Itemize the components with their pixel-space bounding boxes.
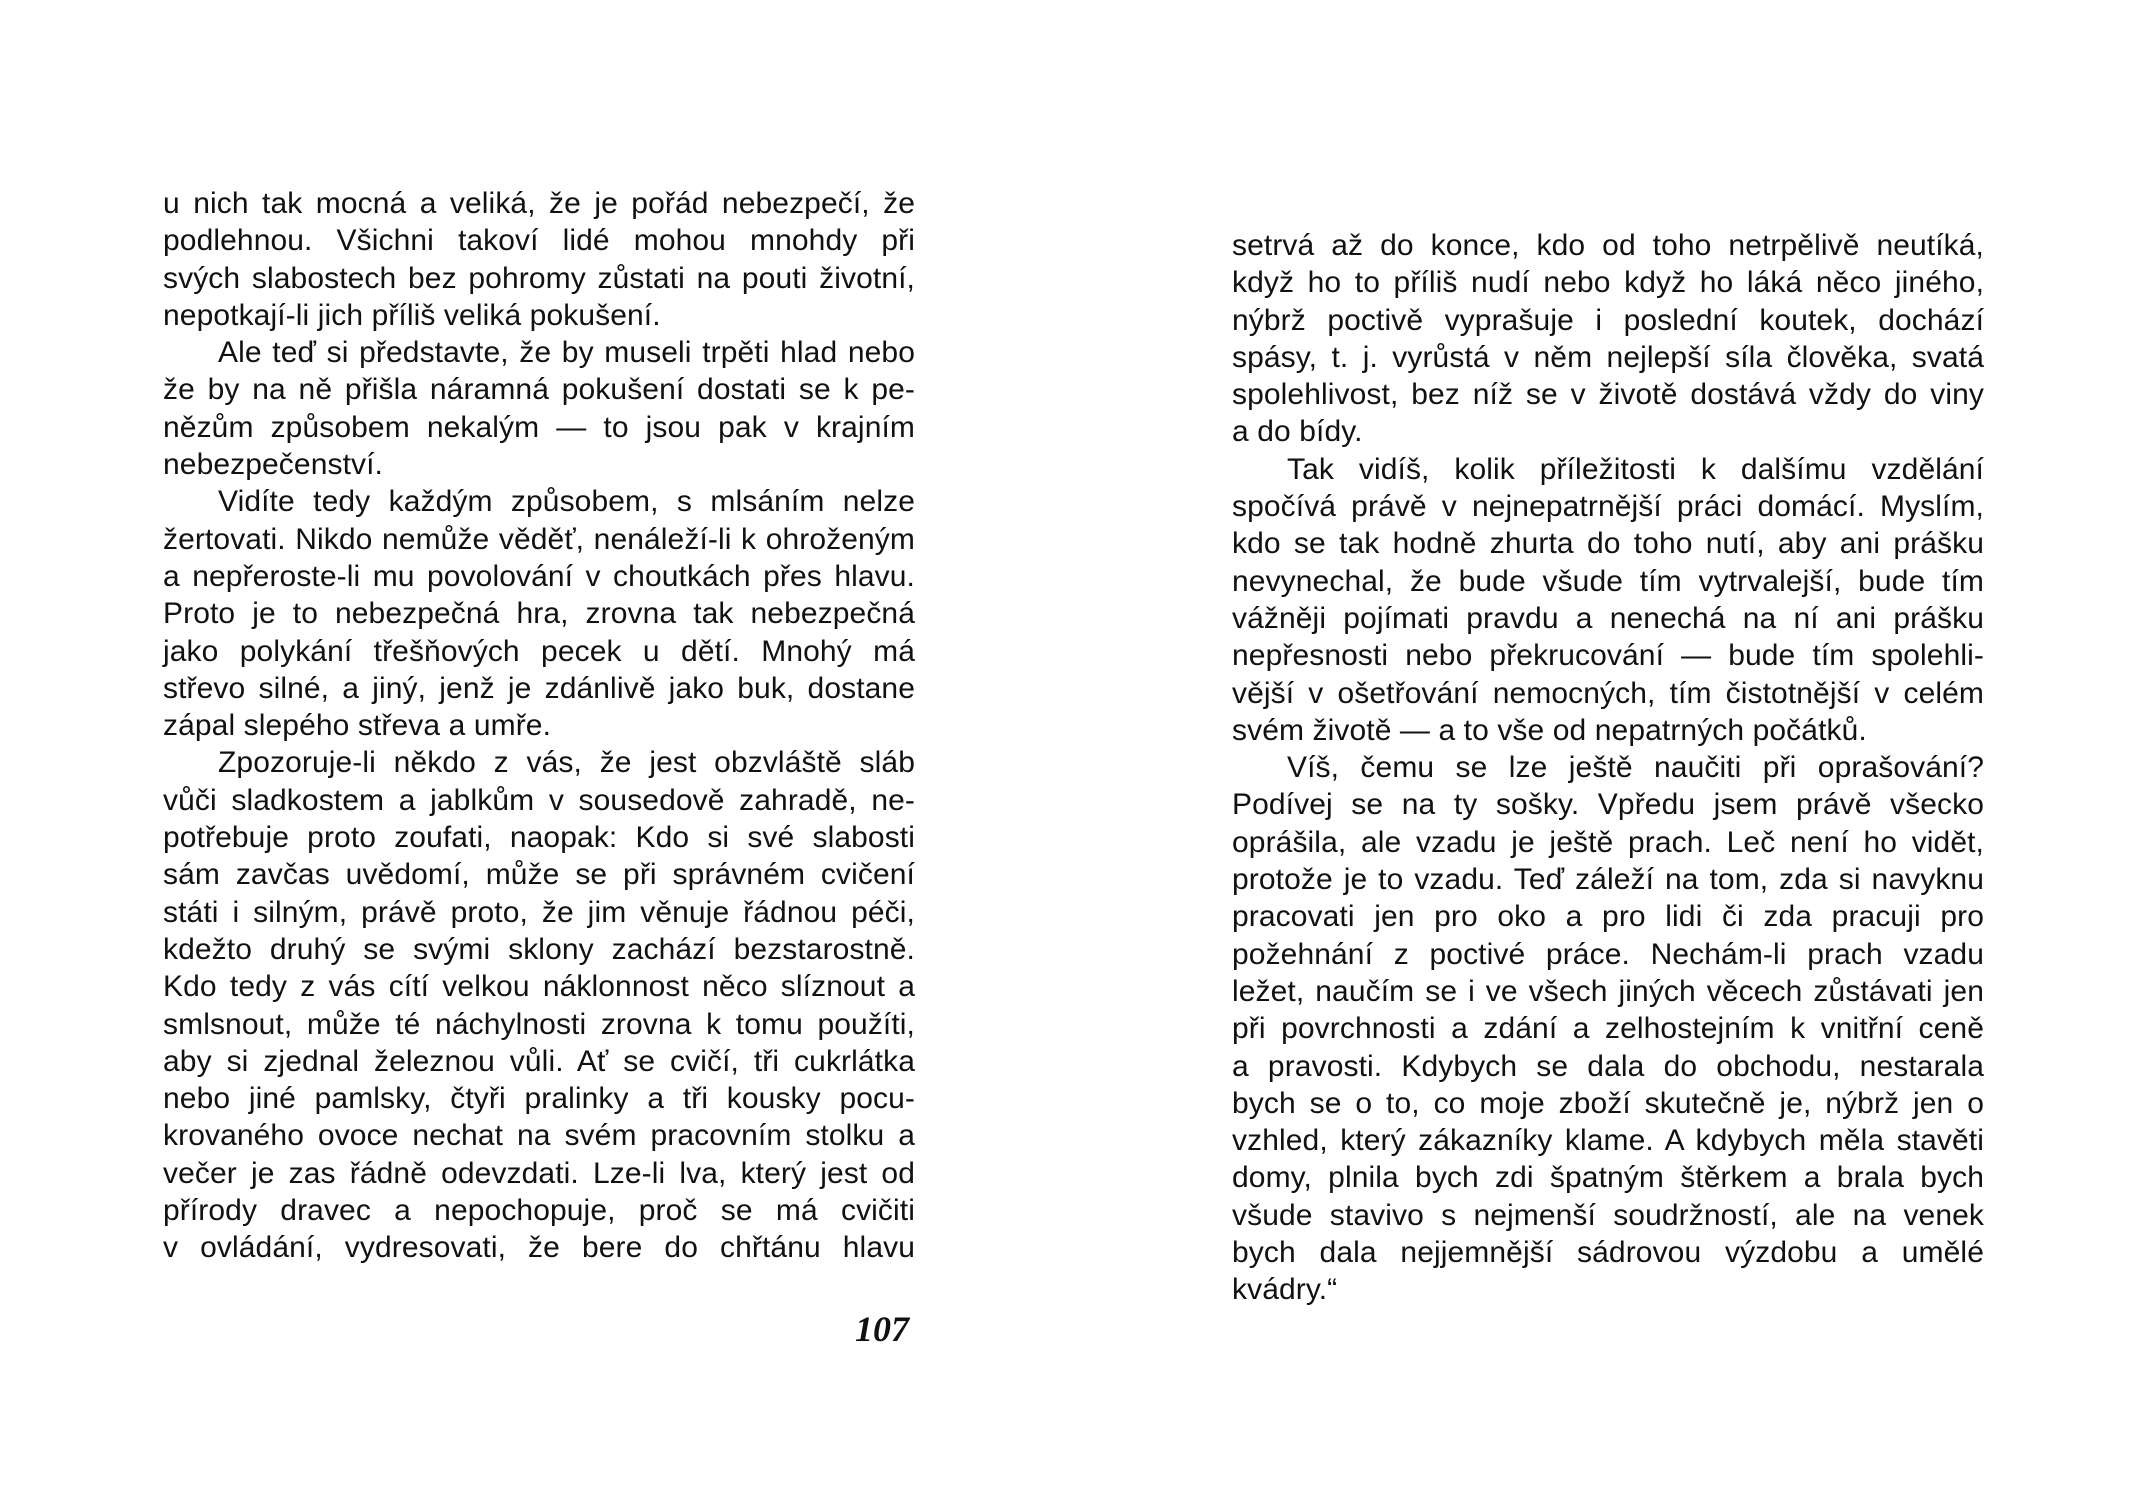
text-line: u nich tak mocná a veliká, že je pořád nebezpečí, že [163, 187, 915, 220]
text-line: požehnání z poctivé práce. Nechám-li prach vzadu [1232, 937, 1984, 971]
text-line: podlehnou. Všichni takoví lidé mohou mnohdy při [163, 224, 915, 258]
text-line: smlsnout, může té náchylnosti zrovna k tomu použíti, [163, 1007, 915, 1041]
text-line: zápal slepého střeva a umře. [163, 709, 552, 743]
text-line: Ale teď si představte, že by museli trpěti hlad nebo [218, 336, 915, 370]
text-line: kdo se tak hodně zhurta do toho nutí, aby ani prášku [1232, 527, 1984, 561]
text-line: bych dala nejjemnější sádrovou výzdobu a umělé [1232, 1236, 1984, 1270]
left-page-text [163, 185, 915, 1267]
text-line: kvádry.“ [1232, 1273, 1338, 1307]
text-line: setrvá až do konce, kdo od toho netrpělivě neutíká, [1232, 229, 1984, 262]
text-line: nězům způsobem nekalým — to jsou pak v krajním [163, 410, 915, 444]
text-line: Proto je to nebezpečná hra, zrovna tak nebezpečná [163, 597, 915, 631]
text-line: domy, plnila bych zdi špatným štěrkem a brala bych [1232, 1161, 1984, 1195]
text-line: státi i silným, právě proto, že jim věnuje řádnou péči, [163, 895, 915, 929]
text-line: Podívej se na ty sošky. Vpředu jsem právě všecko [1232, 788, 1984, 822]
text-line: Vidíte tedy každým způsobem, s mlsáním nelze [218, 485, 915, 519]
text-line: aby si zjednal železnou vůli. Ať se cvičí, tři cukrlátka [163, 1044, 915, 1078]
text-line: Zpozoruje-li někdo z vás, že jest obzvláště sláb [218, 746, 915, 780]
text-line: a do bídy. [1232, 415, 1363, 449]
text-line: Víš, čemu se lze ještě naučiti při oprašování? [1287, 751, 1984, 785]
text-line: ležet, naučím se i ve všech jiných věcech zůstávati jen [1232, 974, 1984, 1008]
text-line: přírody dravec a nepochopuje, proč se má cvičiti [163, 1194, 915, 1228]
text-line: spočívá právě v nejnepatrnější práci domácí. Myslím, [1232, 490, 1984, 524]
text-line: kdežto druhý se svými sklony zachází bezstarostně. [163, 932, 915, 966]
text-line: Kdo tedy z vás cítí velkou náklonnost něco slíznout a [163, 970, 915, 1004]
text-line: svém životě — a to vše od nepatrných počátků. [1232, 713, 1867, 747]
text-line: nepřesnosti nebo překrucování — bude tím spolehli- [1232, 639, 1984, 673]
text-line: spolehlivost, bez níž se v životě dostává vždy do viny [1232, 378, 1984, 412]
text-line: nebezpečenství. [163, 448, 383, 482]
text-line: protože je to vzadu. Teď záleží na tom, zda si navyknu [1232, 863, 1984, 897]
text-line: bych se o to, co moje zboží skutečně je, nýbrž jen o [1232, 1086, 1984, 1120]
text-line: Tak vidíš, kolik příležitosti k dalšímu vzdělání [1287, 452, 1984, 486]
text-line: že by na ně přišla náramná pokušení dostati se k pe- [163, 373, 915, 407]
text-line: jako polykání třešňových pecek u dětí. Mnohý má [163, 634, 915, 668]
text-line: žertovati. Nikdo nemůže věděť, nenáleží-li k ohroženým [163, 522, 915, 556]
text-line: vzhled, který zákazníky klame. A kdybych měla stavěti [1232, 1124, 1984, 1158]
text-line: a pravosti. Kdybych se dala do obchodu, nestarala [1232, 1049, 1984, 1083]
right-page-text [1232, 227, 1984, 1309]
text-line: při povrchnosti a zdání a zelhostejním k vnitřní ceně [1232, 1012, 1984, 1046]
text-line: všude stavivo s nejmenší soudržností, ale na venek [1232, 1198, 1984, 1232]
right-page [1069, 0, 2138, 1500]
text-line: když ho to příliš nudí nebo když ho láká něco jiného, [1232, 266, 1984, 300]
text-line: pracovati jen pro oko a pro lidi či zda pracuji pro [1232, 900, 1984, 934]
text-line: večer je zas řádně odevzdati. Lze-li lva, který jest od [163, 1156, 915, 1190]
text-line: střevo silné, a jiný, jenž je zdánlivě jako buk, dostane [163, 671, 915, 705]
text-line: nebo jiné pamlsky, čtyři pralinky a tři kousky pocu- [163, 1082, 915, 1116]
text-line: a nepřeroste-li mu povolování v choutkách přes hlavu. [163, 559, 915, 593]
text-line: vážněji pojímati pravdu a nenechá na ní ani prášku [1232, 601, 1984, 635]
text-line: spásy, t. j. vyrůstá v něm nejlepší síla člověka, svatá [1232, 340, 1984, 374]
text-line: nýbrž poctivě vyprašuje i poslední koutek, dochází [1232, 303, 1984, 337]
text-line: nevynechal, že bude všude tím vytrvalejší, bude tím [1232, 564, 1984, 598]
page-number: 107 [855, 1309, 909, 1349]
text-line: potřebuje proto zoufati, naopak: Kdo si své slabosti [163, 821, 915, 855]
text-line: vůči sladkostem a jablkům v sousedově zahradě, ne- [163, 783, 915, 817]
text-line: krovaného ovoce nechat na svém pracovním stolku a [163, 1119, 915, 1153]
text-line: nepotkají-li jich příliš veliká pokušení. [163, 298, 661, 332]
text-line: v ovládání, vydresovati, že bere do chřtánu hlavu [163, 1231, 915, 1265]
text-line: vější v ošetřování nemocných, tím čistotnější v celém [1232, 676, 1984, 710]
text-line: sám zavčas uvědomí, může se při správném cvičení [163, 858, 915, 892]
text-line: svých slabostech bez pohromy zůstati na pouti životní, [163, 261, 915, 295]
text-line: oprášila, ale vzadu je ještě prach. Leč není ho vidět, [1232, 825, 1984, 859]
